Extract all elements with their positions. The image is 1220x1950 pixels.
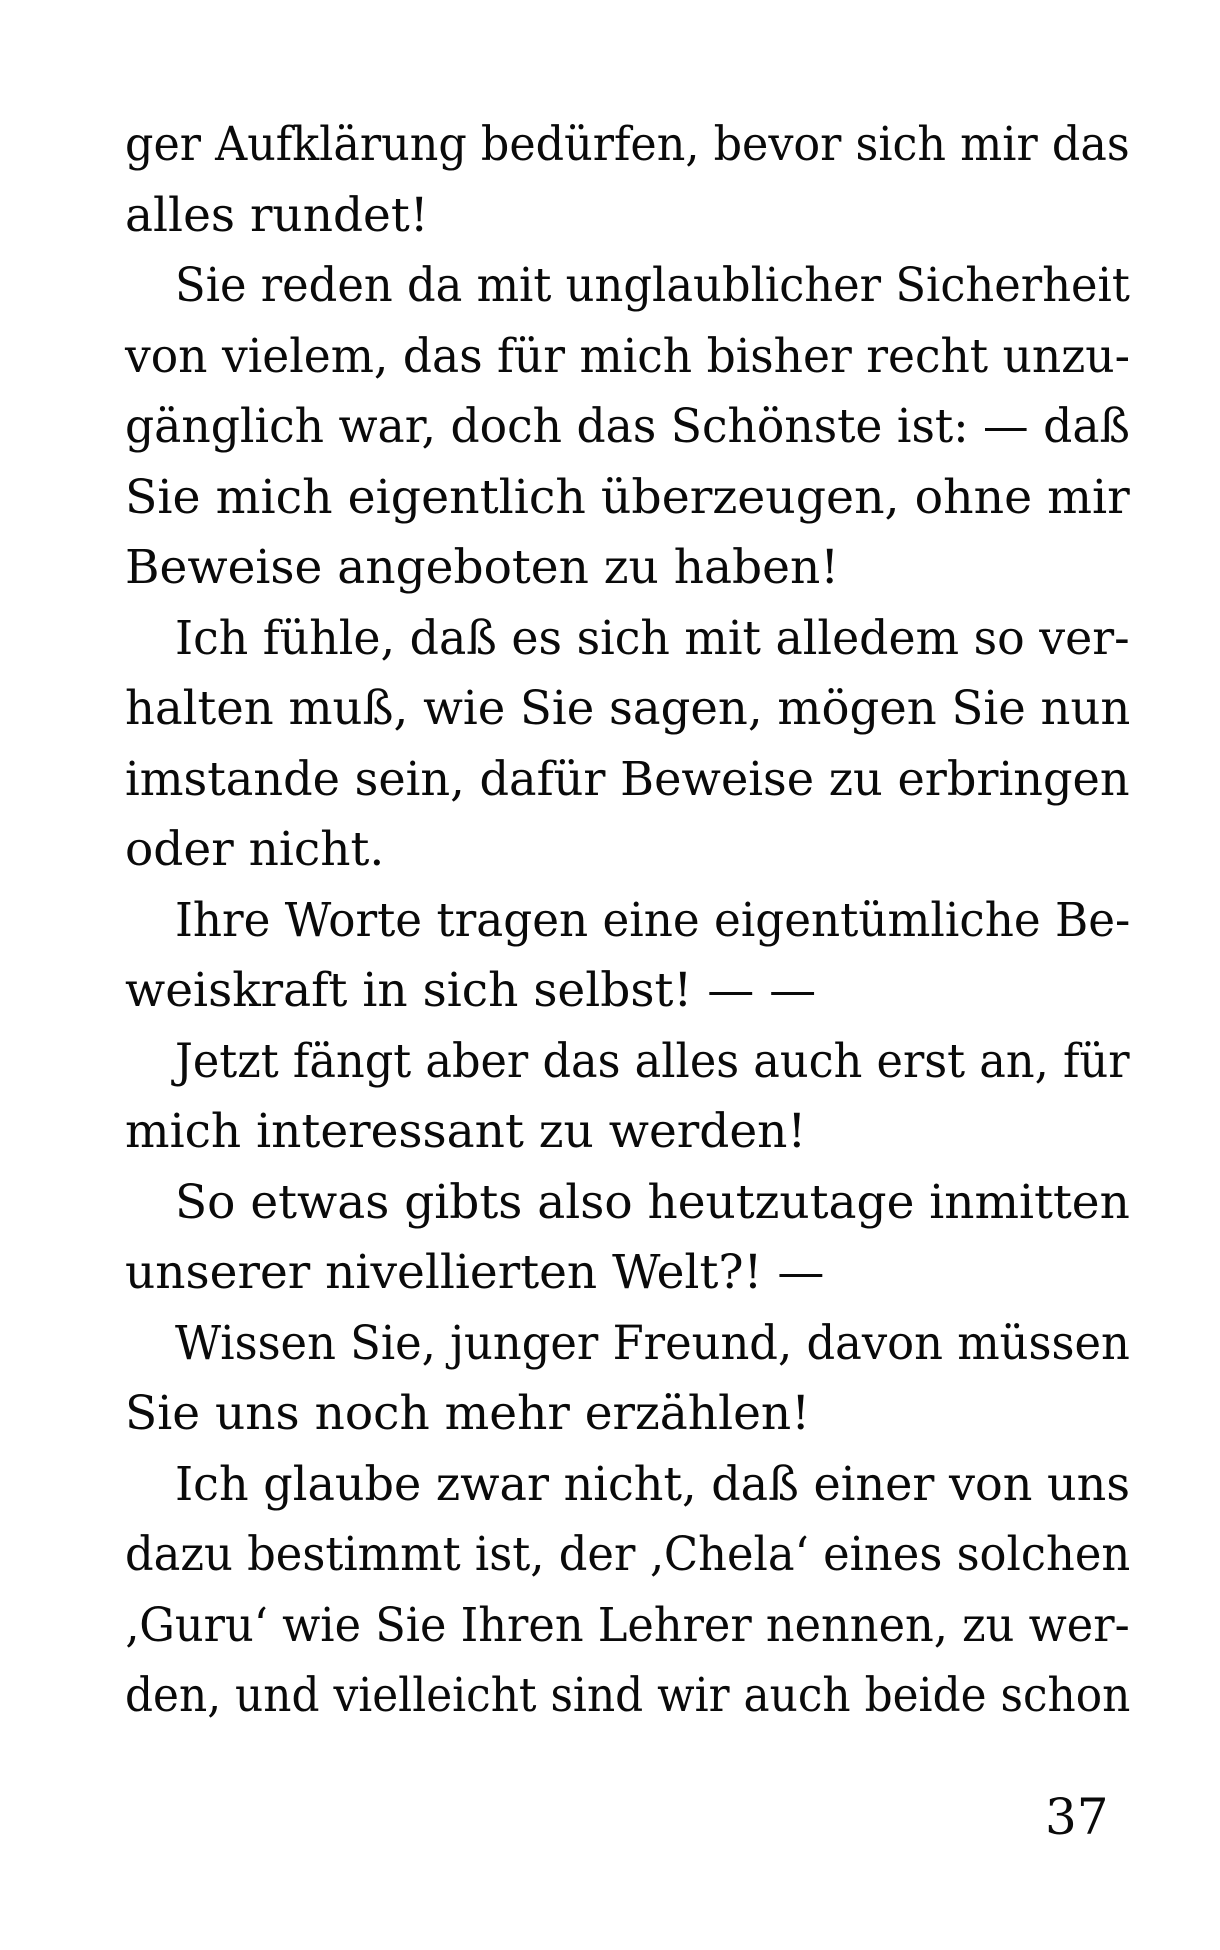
text-line: unserer nivellierten Welt?! — [125, 1245, 825, 1300]
page-number: 37 [1045, 1788, 1109, 1846]
text-line: ‚Guru‘ wie Sie Ihren Lehrer nennen, zu wer- [125, 1597, 1130, 1653]
text-line: weiskraft in sich selbst! — — [125, 963, 817, 1018]
text-line: gänglich war, doch das Schönste ist: — daß [125, 399, 1130, 454]
text-line: mich interessant zu werden! [125, 1104, 807, 1159]
text-line: Ihre Worte tragen eine eigentümliche Be- [175, 892, 1131, 948]
text-line: oder nicht. [125, 822, 385, 877]
text-line: den, und vielleicht sind wir auch beide schon [125, 1668, 1131, 1723]
text-line: Sie uns noch mehr erzählen! [125, 1386, 811, 1441]
text-line: ger Aufklärung bedürfen, bevor sich mir das [125, 117, 1130, 172]
text-line: imstande sein, dafür Beweise zu erbringen [125, 751, 1130, 807]
text-line: Beweise angeboten zu haben! [125, 540, 840, 595]
text-line: Wissen Sie, junger Freund, davon müssen [175, 1315, 1130, 1371]
text-line: von vielem, das für mich bisher recht unzu- [125, 328, 1130, 384]
text-line: Sie mich eigentlich überzeugen, ohne mir [125, 469, 1130, 525]
text-line: Jetzt fängt aber das alles auch erst an, für [175, 1033, 1130, 1089]
text-line: So etwas gibts also heutzutage inmitten [175, 1174, 1130, 1230]
text-line: Ich fühle, daß es sich mit alledem so ver- [175, 610, 1130, 666]
text-line: Ich glaube zwar nicht, daß einer von uns [175, 1456, 1130, 1512]
text-line: alles rundet! [125, 187, 429, 243]
text-line: Sie reden da mit unglaublicher Sicherheit [175, 258, 1130, 313]
text-line: halten muß, wie Sie sagen, mögen Sie nun [125, 681, 1131, 736]
text-line: dazu bestimmt ist, der ‚Chela‘ eines solchen [125, 1527, 1131, 1582]
